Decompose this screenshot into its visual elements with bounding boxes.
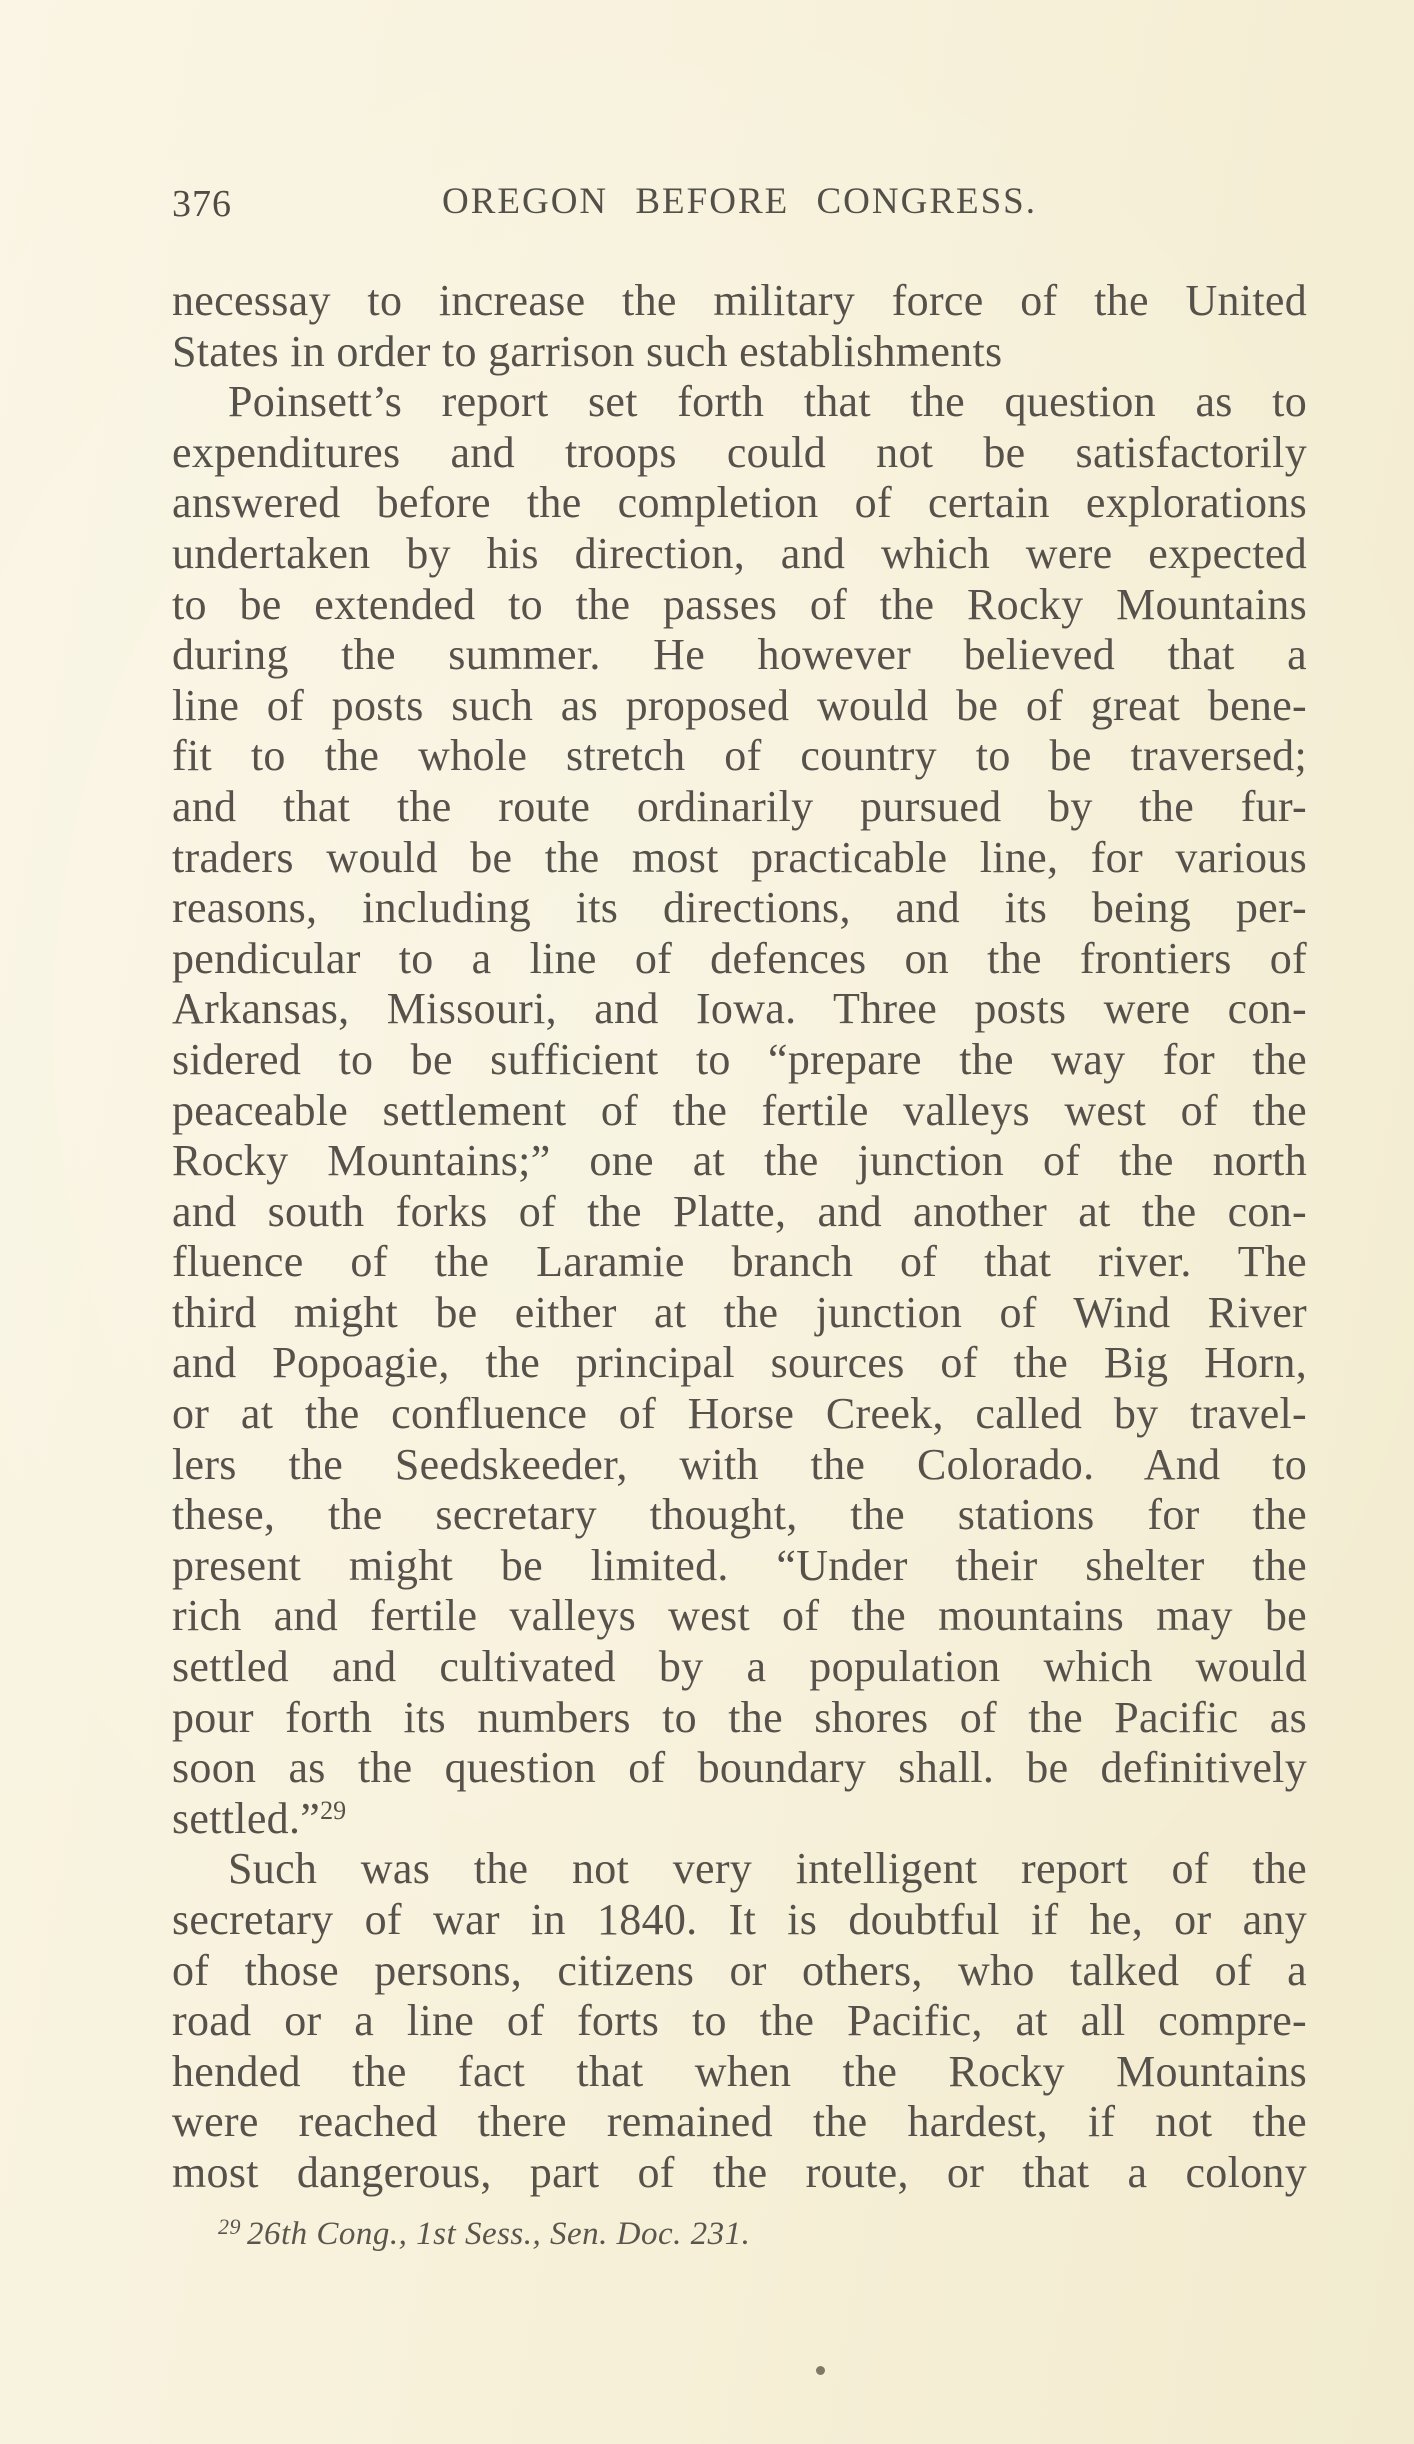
body-line-text: Such was the not very intelligent report of the [228,1844,1307,1894]
body-line [172,681,1307,732]
body-line [172,580,1307,631]
body-line [172,782,1307,833]
body-line-text: third might be either at the junction of Wind River [172,1287,1307,1337]
body-line-text: necessay to increase the military force of the United [172,276,1307,325]
body-line [172,1086,1307,1137]
body-line [172,1946,1307,1997]
body-line-text: and that the route ordinarily pursued by the fur- [172,781,1307,831]
body-line-text: present might be limited. “Under their shelter the [172,1540,1307,1590]
body-line [172,327,1307,378]
body-text [172,276,1307,2199]
body-line [172,478,1307,529]
body-line-text: hended the fact that when the Rocky Mountains [172,2046,1307,2096]
running-header-title: OREGON BEFORE CONGRESS. [441,181,1038,222]
body-line-text: were reached there remained the hardest, if not the [172,2097,1307,2147]
body-line [172,529,1307,580]
body-line [172,428,1307,479]
body-line [172,833,1307,884]
body-line [172,2097,1307,2148]
footnote-marker: 29 [218,2214,241,2239]
body-line-text: these, the secretary thought, the stations for the [172,1490,1307,1540]
body-line-text: most dangerous, part of the route, or that a colony [172,2147,1307,2197]
body-line-text: pendicular to a line of defences on the frontiers of [172,933,1307,983]
body-line [172,1389,1307,1440]
body-line [172,1743,1307,1794]
body-line-text: sidered to be sufficient to “prepare the way for the [172,1034,1307,1084]
body-line-text: rich and fertile valleys west of the mountains may be [172,1591,1307,1641]
body-line-text: to be extended to the passes of the Rocky Mountains [172,579,1307,629]
body-line-text: during the summer. He however believed that a [172,630,1307,680]
body-line-text: of those persons, citizens or others, who talked of a [172,1945,1307,1995]
body-line [172,630,1307,681]
body-line [172,1237,1307,1288]
body-line-text: Poinsett’s report set forth that the question as to [228,377,1307,427]
body-line-text: lers the Seedskeeder, with the Colorado. And to [172,1439,1307,1489]
body-line [172,377,1307,428]
body-line [172,1591,1307,1642]
body-line-text: pour forth its numbers to the shores of the Pacific as [172,1692,1307,1742]
body-line-text: Arkansas, Missouri, and Iowa. Three posts were con- [172,984,1307,1034]
body-line-text: road or a line of forts to the Pacific, at all compre- [172,1996,1307,2046]
body-line-text: expenditures and troops could not be satisfactorily [172,427,1307,477]
body-line-text: fit to the whole stretch of country to be traversed; [172,731,1307,781]
body-line [172,984,1307,1035]
body-line-text: settled and cultivated by a population which would [172,1642,1307,1692]
body-line [172,883,1307,934]
body-line [172,1288,1307,1339]
body-line [172,1136,1307,1187]
footnote-reference: 29 [320,1795,347,1825]
body-line-text: and Popoagie, the principal sources of the Big Horn, [172,1338,1307,1388]
body-line [172,1440,1307,1491]
body-line [172,1844,1307,1895]
body-line-text: States in order to garrison such establishments [172,326,1003,376]
ink-speck [816,2366,825,2375]
body-line-text: line of posts such as proposed would be of great bene- [172,680,1307,730]
body-line [172,934,1307,985]
body-line-text: fluence of the Laramie branch of that river. The [172,1237,1307,1287]
body-line [172,2047,1307,2098]
body-line [172,1035,1307,1086]
footnote-text: 26th Cong., 1st Sess., Sen. Doc. 231. [247,2216,751,2252]
body-line-text: secretary of war in 1840. It is doubtful if he, or any [172,1895,1307,1944]
body-line-text: undertaken by his direction, and which were expected [172,528,1307,578]
footnote [218,2216,1308,2253]
body-line-text: settled.” [172,1793,321,1843]
body-line-text: answered before the completion of certain explorations [172,478,1307,528]
body-line [172,1895,1307,1946]
page-number: 376 [172,183,232,225]
body-line [172,731,1307,782]
body-line [172,1794,1307,1845]
body-line [172,1338,1307,1389]
body-line [172,1996,1307,2047]
body-line-text: Rocky Mountains;” one at the junction of the north [172,1136,1307,1186]
running-head [172,180,1307,224]
body-line-text: reasons, including its directions, and its being per- [172,883,1307,933]
body-line-text: soon as the question of boundary shall. be definitively [172,1743,1307,1793]
body-line [172,1541,1307,1592]
body-line [172,2148,1307,2199]
body-line-text: peaceable settlement of the fertile valleys west of the [172,1085,1307,1135]
body-line [172,1642,1307,1693]
body-line-text: or at the confluence of Horse Creek, called by travel- [172,1389,1307,1439]
body-line [172,1490,1307,1541]
body-line [172,276,1307,327]
body-line [172,1187,1307,1238]
body-line [172,1693,1307,1744]
body-line-text: and south forks of the Platte, and another at the con- [172,1186,1307,1236]
body-line-text: traders would be the most practicable line, for various [172,832,1307,882]
